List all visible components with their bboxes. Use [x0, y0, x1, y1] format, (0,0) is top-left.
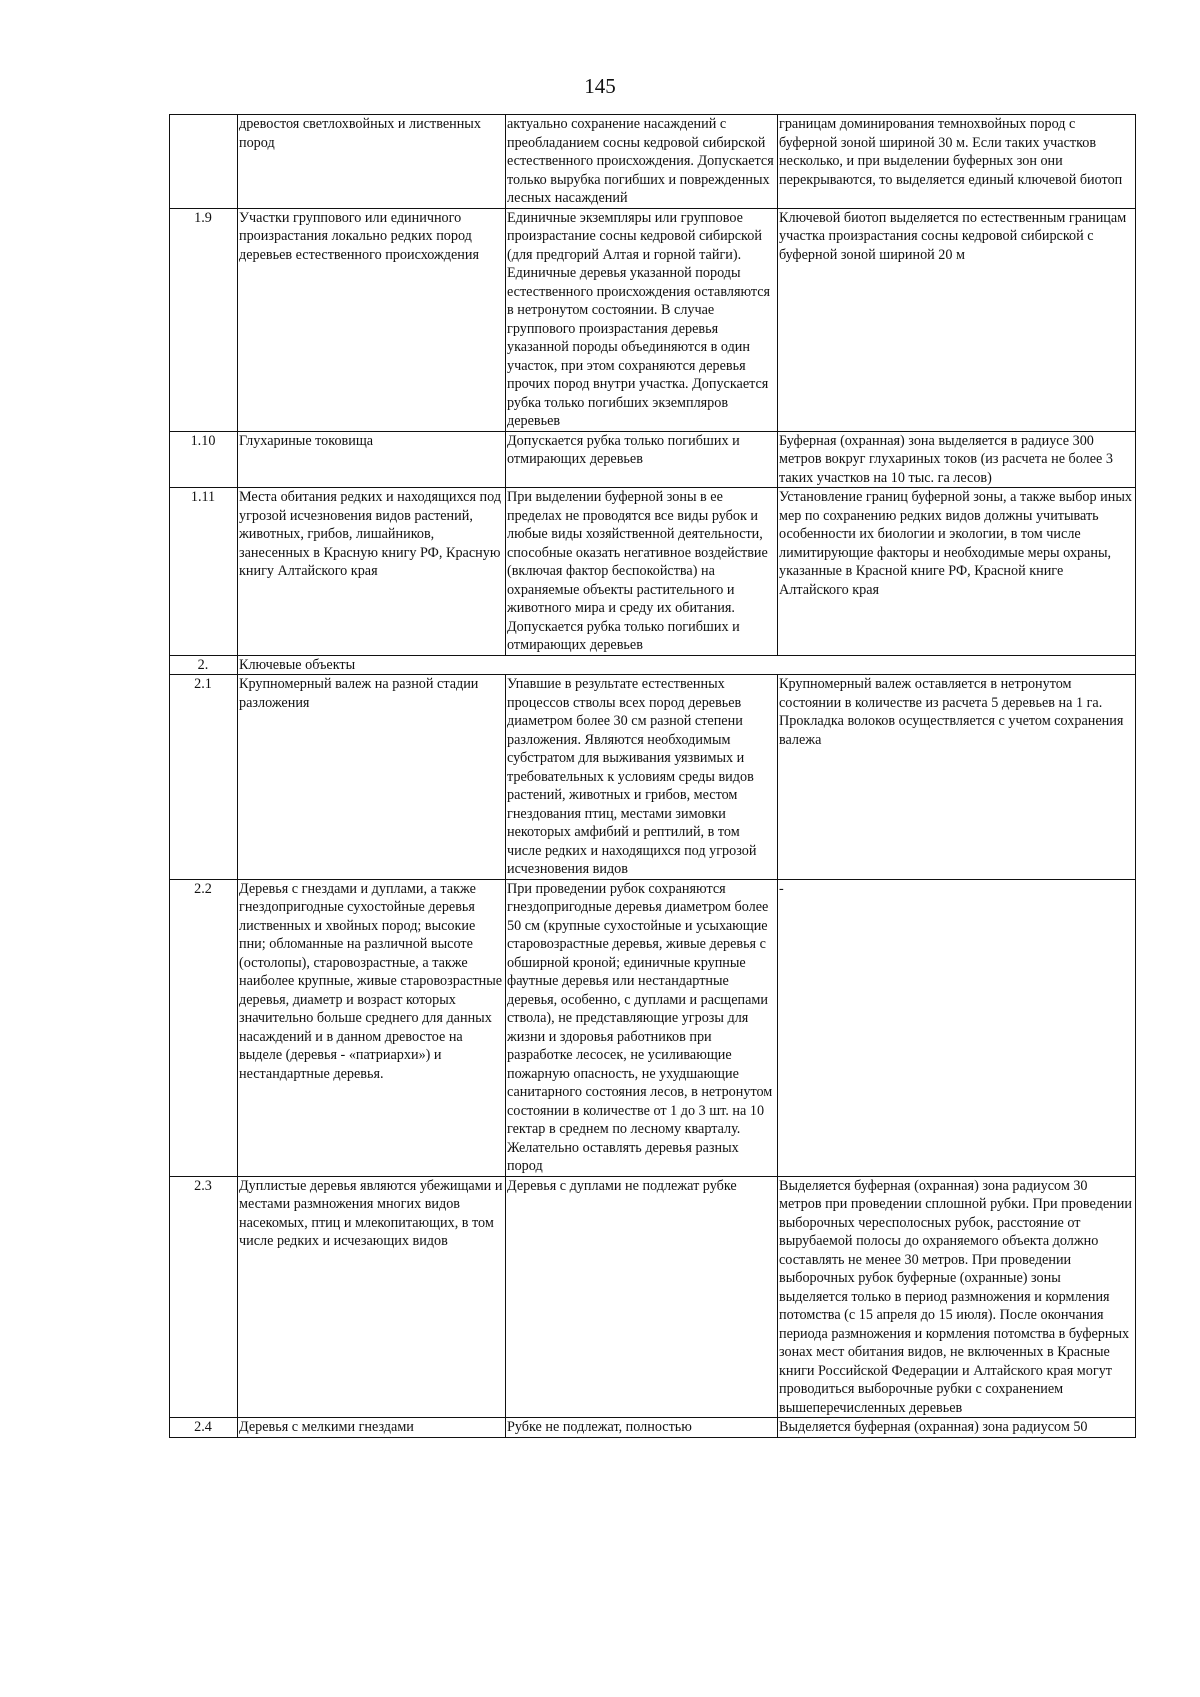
requirement-text: При выделении буферной зоны в ее пределах не проводятся все виды рубок и любые виды хозяйственной деятельности, способные оказать негативное воздействие (включая фактор беспокойства) на охраняемые объекты растительного и животного мира и среду их обитания. Допускается рубка только погибших и отмирающих деревьев [506, 488, 778, 656]
notes-text: границам доминирования темнохвойных пород с буферной зоной шириной 30 м. Если таких участков несколько, и при выделении буферных зон они перекрываются, то выделяется единый ключевой биотоп [778, 115, 1136, 209]
row-number [170, 115, 238, 209]
requirement-text: Деревья с дуплами не подлежат рубке [506, 1176, 778, 1418]
table-row [170, 675, 1136, 880]
object-name: Глухариные токовища [238, 431, 506, 488]
section-title: Ключевые объекты [238, 655, 1136, 675]
table-row [170, 115, 1136, 209]
notes-text: - [778, 879, 1136, 1176]
row-number: 1.10 [170, 431, 238, 488]
table-row [170, 431, 1136, 488]
object-name: древостоя светлохвойных и лиственных пород [238, 115, 506, 209]
object-name: Деревья с мелкими гнездами [238, 1418, 506, 1438]
row-number: 2. [170, 655, 238, 675]
requirement-text: Единичные экземпляры или групповое произрастание сосны кедровой сибирской (для предгорий Алтая и горной тайги). Единичные деревья указанной породы естественного происхождения оставляются в нетронутом состоянии. В случае группового произрастания деревья указанной породы объединяются в один участок, при этом сохраняются деревья прочих пород внутри участка. Допускается рубка только погибших экземпляров деревьев [506, 208, 778, 431]
object-name: Дуплистые деревья являются убежищами и местами размножения многих видов насекомых, птиц и млекопитающих, в том числе редких и исчезающих видов [238, 1176, 506, 1418]
row-number: 2.1 [170, 675, 238, 880]
notes-text: Установление границ буферной зоны, а также выбор иных мер по сохранению редких видов должны учитывать особенности их биологии и экологии, в том числе лимитирующие факторы и необходимые меры охраны, указанные в Красной книге РФ, Красной книге Алтайского края [778, 488, 1136, 656]
requirement-text: Рубке не подлежат, полностью [506, 1418, 778, 1438]
requirement-text: При проведении рубок сохраняются гнездопригодные деревья диаметром более 50 см (крупные сухостойные и усыхающие старовозрастные деревья, живые деревья с обширной кроной; единичные крупные фаутные деревья или нестандартные деревья, особенно, с дуплами и расщепами ствола), не представляющие угрозы для жизни и здоровья работников при разработке лесосек, не усиливающие пожарную опасность, не ухудшающие санитарного состояния лесов, в нетронутом состоянии в количестве от 1 до 3 шт. на 10 гектар в среднем по лесному кварталу. Желательно оставлять деревья разных пород [506, 879, 778, 1176]
object-name: Деревья с гнездами и дуплами, а также гнездопригодные сухостойные деревья лиственных и хвойных пород; высокие пни; обломанные на различной высоте (остолопы), старовозрастные, а также наиболее крупные, живые старовозрастные деревья, диаметр и возраст которых значительно больше среднего для данных насаждений и в данном древостое на выделе (деревья - «патриархи») и нестандартные деревья. [238, 879, 506, 1176]
table-row [170, 1176, 1136, 1418]
requirements-table [169, 114, 1136, 1438]
requirement-text: Упавшие в результате естественных процессов стволы всех пород деревьев диаметром более 30 см разной степени разложения. Являются необходимым субстратом для выживания уязвимых и требовательных к условиям среды видов растений, животных и грибов, местом гнездования птиц, местами зимовки некоторых амфибий и рептилий, в том числе редких и находящихся под угрозой исчезновения видов [506, 675, 778, 880]
row-number: 2.4 [170, 1418, 238, 1438]
notes-text: Крупномерный валеж оставляется в нетронутом состоянии в количестве из расчета 5 деревьев на 1 га. Прокладка волоков осуществляется с учетом сохранения валежа [778, 675, 1136, 880]
requirement-text: актуально сохранение насаждений с преобладанием сосны кедровой сибирской естественного происхождения. Допускается только вырубка погибших и поврежденных лесных насаждений [506, 115, 778, 209]
notes-text: Буферная (охранная) зона выделяется в радиусе 300 метров вокруг глухариных токов (из расчета не более 3 таких участков на 10 тыс. га лесов) [778, 431, 1136, 488]
row-number: 1.9 [170, 208, 238, 431]
table-row [170, 1418, 1136, 1438]
page-number: 145 [584, 74, 616, 98]
table-row [170, 208, 1136, 431]
table-row [170, 879, 1136, 1176]
object-name: Крупномерный валеж на разной стадии разложения [238, 675, 506, 880]
notes-text: Ключевой биотоп выделяется по естественным границам участка произрастания сосны кедровой сибирской с буферной зоной шириной 20 м [778, 208, 1136, 431]
table-row [170, 488, 1136, 656]
row-number: 2.2 [170, 879, 238, 1176]
requirement-text: Допускается рубка только погибших и отмирающих деревьев [506, 431, 778, 488]
section-row [170, 655, 1136, 675]
row-number: 2.3 [170, 1176, 238, 1418]
object-name: Места обитания редких и находящихся под угрозой исчезновения видов растений, животных, грибов, лишайников, занесенных в Красную книгу РФ, Красную книгу Алтайского края [238, 488, 506, 656]
notes-text: Выделяется буферная (охранная) зона радиусом 50 [778, 1418, 1136, 1438]
row-number: 1.11 [170, 488, 238, 656]
object-name: Участки группового или единичного произрастания локально редких пород деревьев естественного происхождения [238, 208, 506, 431]
notes-text: Выделяется буферная (охранная) зона радиусом 30 метров при проведении сплошной рубки. При проведении выборочных чересполосных рубок, расстояние от вырубаемой полосы до охраняемого объекта должно составлять не менее 30 метров. При проведении выборочных рубок буферные (охранные) зоны выделяется только в период размножения и кормления потомства (с 15 апреля до 15 июля). После окончания периода размножения и кормления потомства в буферных зонах мест обитания видов, не включенных в Красные книги Российской Федерации и Алтайского края могут проводиться выборочные рубки с сохранением вышеперечисленных деревьев [778, 1176, 1136, 1418]
